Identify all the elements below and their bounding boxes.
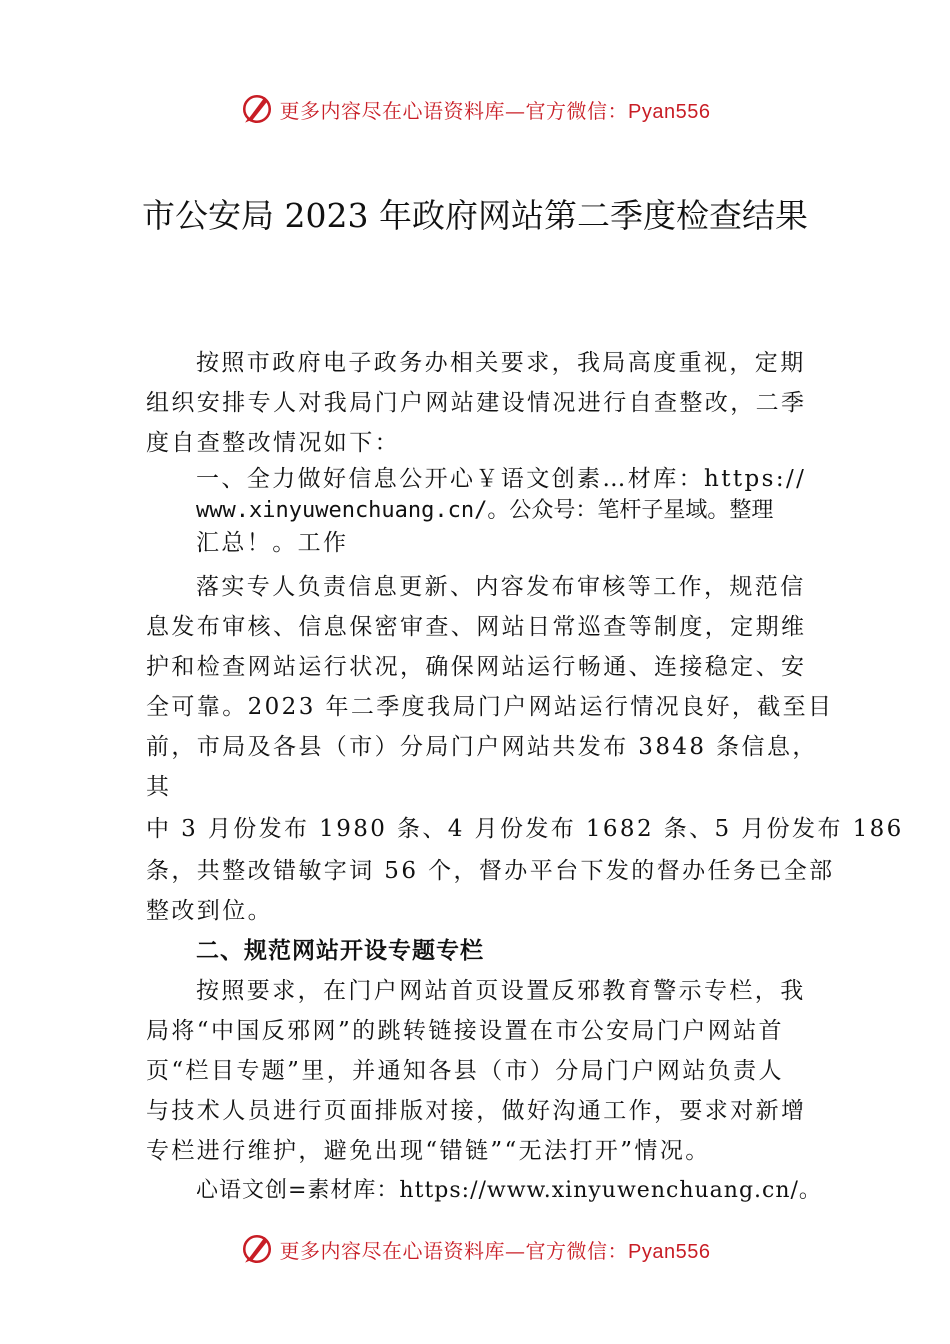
quill-pen-logo-icon bbox=[240, 1232, 274, 1266]
body-line: 条，共整改错敏字词 56 个，督办平台下发的督办任务已全部 bbox=[146, 858, 835, 884]
body-line: 前，市局及各县（市）分局门户网站共发布 3848 条信息， bbox=[146, 734, 818, 760]
body-line: 息发布审核、信息保密审查、网站日常巡查等制度，定期维 bbox=[146, 614, 807, 640]
body-line: 组织安排专人对我局门户网站建设情况进行自查整改，二季 bbox=[146, 390, 807, 416]
body-line: 中 3 月份发布 1980 条、4 月份发布 1682 条、5 月份发布 186 bbox=[146, 816, 904, 842]
body-line: 汇总！。工作 bbox=[196, 530, 349, 556]
body-line: 心语文创=素材库：https://www.xinyuwenchuang.cn/。 bbox=[196, 1178, 822, 1203]
section-heading-2: 二、规范网站开设专题专栏 bbox=[196, 938, 484, 964]
banner-wechat-id: Pyan556 bbox=[628, 100, 711, 123]
body-line: 落实专人负责信息更新、内容发布审核等工作，规范信 bbox=[196, 574, 806, 600]
body-line: 全可靠。2023 年二季度我局门户网站运行情况良好，截至目 bbox=[146, 694, 834, 720]
body-line: 局将“中国反邪网”的跳转链接设置在市公安局门户网站首 bbox=[146, 1018, 784, 1044]
body-line: 专栏进行维护，避免出现“错链”“无法打开”情况。 bbox=[146, 1138, 711, 1164]
body-line: 页“栏目专题”里，并通知各县（市）分局门户网站负责人 bbox=[146, 1058, 784, 1084]
document-body bbox=[146, 343, 904, 1211]
body-line: 按照要求，在门户网站首页设置反邪教育警示专栏，我 bbox=[196, 978, 806, 1004]
body-line: 护和检查网站运行状况，确保网站运行畅通、连接稳定、安 bbox=[146, 654, 807, 680]
body-line: 整改到位。 bbox=[146, 898, 273, 924]
body-line: 按照市政府电子政务办相关要求，我局高度重视，定期 bbox=[196, 350, 806, 376]
body-line: www.xinyuwenchuang.cn/。公众号：笔杆子星域。整理 bbox=[196, 498, 774, 523]
header-watermark-banner bbox=[0, 92, 950, 126]
quill-pen-logo-icon bbox=[240, 92, 274, 126]
body-line: 其 bbox=[146, 774, 172, 800]
banner-wechat-id: Pyan556 bbox=[628, 1240, 711, 1263]
section-heading-1-line: 一、全力做好信息公开心￥语文创素…材库：https:// bbox=[196, 466, 807, 492]
banner-text: 更多内容尽在心语资料库—官方微信：Pyan556 bbox=[279, 98, 711, 123]
body-line: 与技术人员进行页面排版对接，做好沟通工作，要求对新增 bbox=[146, 1098, 807, 1124]
document-title: 市公安局 2023 年政府网站第二季度检查结果 bbox=[142, 196, 808, 235]
banner-text: 更多内容尽在心语资料库—官方微信：Pyan556 bbox=[279, 1238, 711, 1263]
footer-watermark-banner bbox=[0, 1232, 950, 1266]
body-line: 度自查整改情况如下： bbox=[146, 430, 400, 456]
